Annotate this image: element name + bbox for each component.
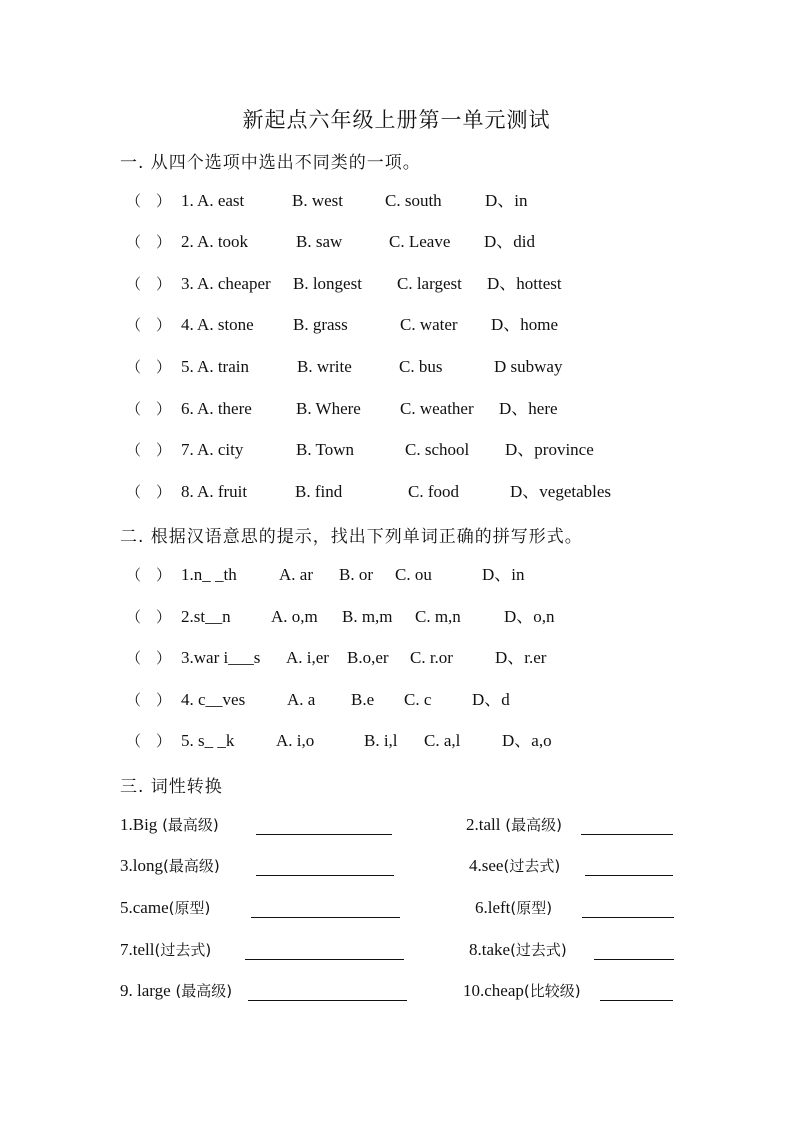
option-b: B. find [295, 482, 343, 501]
option-c: C. a,l [424, 731, 461, 750]
left-prompt [120, 853, 220, 879]
option-b: B. Where [296, 399, 361, 418]
part2-heading: 二. 根据汉语意思的提示，找出下列单词正确的拼写形式。 [120, 527, 583, 547]
part2-question-row [0, 645, 793, 671]
option-a: A. a [287, 690, 316, 709]
spelling-word: 4. c__ves [181, 690, 246, 709]
left-prompt [120, 895, 210, 921]
answer-blank[interactable] [248, 1000, 407, 1001]
left-hint: (最高级) [162, 857, 220, 875]
option-b: B. longest [293, 274, 362, 293]
spelling-word: 2.st__n [181, 607, 231, 626]
option-b: B. grass [293, 315, 348, 334]
part1-question-row [0, 396, 793, 422]
part1-question-row [0, 354, 793, 380]
right-word: 10.cheap [463, 981, 524, 1000]
left-word: 1.Big [120, 815, 158, 834]
option-c: C. weather [400, 399, 474, 418]
right-word: 4.see [469, 856, 504, 875]
part2-question-row [0, 562, 793, 588]
part1-question-row [0, 229, 793, 255]
option-a: 4. A. stone [181, 315, 254, 334]
part1-heading: 一. 从四个选项中选出不同类的一项。 [120, 153, 421, 173]
part2-question-row [0, 604, 793, 630]
right-word: 6.left [475, 898, 511, 917]
option-d: D、hottest [487, 274, 562, 293]
option-b: B. Town [296, 440, 355, 459]
spelling-word: 5. s_ _k [181, 731, 235, 750]
answer-bracket[interactable]: （ ） [126, 358, 172, 376]
part1-question-row [0, 479, 793, 505]
option-a: 1. A. east [181, 191, 245, 210]
left-hint: (原型) [168, 899, 211, 917]
option-d: D、d [472, 690, 510, 709]
left-prompt [120, 937, 211, 963]
answer-bracket[interactable]: （ ） [126, 732, 172, 750]
right-hint: (过去式) [503, 857, 561, 875]
option-c: C. r.or [410, 648, 453, 667]
right-word: 8.take [469, 940, 511, 959]
option-c: C. m,n [415, 607, 461, 626]
option-a: 6. A. there [181, 399, 252, 418]
part3-row [0, 937, 793, 963]
option-c: C. school [405, 440, 470, 459]
answer-bracket[interactable]: （ ） [126, 649, 172, 667]
answer-blank[interactable] [256, 875, 394, 876]
option-c: C. food [408, 482, 459, 501]
option-a: A. i,er [286, 648, 329, 667]
part2-question-row [0, 687, 793, 713]
option-b: B. west [292, 191, 343, 210]
right-prompt [469, 937, 567, 963]
part1-question-row [0, 188, 793, 214]
option-d: D、in [482, 565, 525, 584]
right-prompt [469, 853, 560, 879]
answer-blank[interactable] [256, 834, 392, 835]
option-c: C. largest [397, 274, 462, 293]
option-d: D、vegetables [510, 482, 612, 501]
answer-bracket[interactable]: （ ） [126, 441, 172, 459]
option-a: 7. A. city [181, 440, 244, 459]
option-d: D、o,n [504, 607, 555, 626]
left-word: 3.long [120, 856, 163, 875]
answer-bracket[interactable]: （ ） [126, 233, 172, 251]
left-word: 7.tell [120, 940, 155, 959]
option-b: B. or [339, 565, 373, 584]
option-a: A. i,o [276, 731, 315, 750]
left-hint: (最高级) [157, 816, 219, 834]
answer-blank[interactable] [582, 917, 674, 918]
right-prompt [463, 978, 581, 1004]
option-c: C. c [404, 690, 432, 709]
answer-blank[interactable] [594, 959, 674, 960]
option-d: D、did [484, 232, 535, 251]
part1-question-row [0, 312, 793, 338]
option-c: C. Leave [389, 232, 451, 251]
option-a: 3. A. cheaper [181, 274, 271, 293]
answer-blank[interactable] [600, 1000, 673, 1001]
answer-blank[interactable] [245, 959, 404, 960]
left-word: 9. large [120, 981, 171, 1000]
part1-question-row [0, 271, 793, 297]
page-title: 新起点六年级上册第一单元测试 [242, 108, 551, 132]
option-d: D、r.er [495, 648, 547, 667]
part3-row [0, 895, 793, 921]
right-hint: (比较级) [523, 982, 581, 1000]
spelling-word: 1.n_ _th [181, 565, 237, 584]
option-b: B. saw [296, 232, 343, 251]
option-c: C. south [385, 191, 442, 210]
answer-bracket[interactable]: （ ） [126, 608, 172, 626]
answer-bracket[interactable]: （ ） [126, 275, 172, 293]
option-d: D、here [499, 399, 558, 418]
option-b: B.o,er [347, 648, 389, 667]
part3-row [0, 853, 793, 879]
part3-row [0, 812, 793, 838]
option-a: 5. A. train [181, 357, 249, 376]
answer-blank[interactable] [251, 917, 400, 918]
answer-bracket[interactable]: （ ） [126, 316, 172, 334]
option-d: D、home [491, 315, 559, 334]
right-hint: (过去式) [510, 941, 567, 959]
option-b: B. i,l [364, 731, 398, 750]
option-c: C. bus [399, 357, 443, 376]
answer-bracket[interactable]: （ ） [126, 483, 172, 501]
answer-blank[interactable] [585, 875, 673, 876]
answer-bracket[interactable]: （ ） [126, 566, 172, 584]
part2-question-row [0, 728, 793, 754]
left-prompt [120, 978, 232, 1004]
option-a: A. ar [279, 565, 313, 584]
option-d: D、a,o [502, 731, 552, 750]
option-b: B.e [351, 690, 375, 709]
left-prompt [120, 812, 219, 838]
part3-row [0, 978, 793, 1004]
option-d: D、in [485, 191, 528, 210]
right-word: 2.tall [466, 815, 501, 834]
option-d: D subway [494, 357, 563, 376]
left-word: 5.came [120, 898, 169, 917]
part3-heading: 三. 词性转换 [120, 777, 223, 797]
option-a: A. o,m [271, 607, 318, 626]
option-a: 8. A. fruit [181, 482, 248, 501]
spelling-word: 3.war i___s [181, 648, 261, 667]
option-c: C. water [400, 315, 458, 334]
answer-blank[interactable] [581, 834, 673, 835]
option-b: B. m,m [342, 607, 393, 626]
option-d: D、province [505, 440, 594, 459]
right-hint: (最高级) [500, 816, 562, 834]
left-hint: (过去式) [154, 941, 212, 959]
right-prompt [475, 895, 552, 921]
right-prompt [466, 812, 562, 838]
option-a: 2. A. took [181, 232, 249, 251]
answer-bracket[interactable]: （ ） [126, 400, 172, 418]
option-c: C. ou [395, 565, 432, 584]
right-hint: (原型) [510, 899, 553, 917]
answer-bracket[interactable]: （ ） [126, 192, 172, 210]
answer-bracket[interactable]: （ ） [126, 691, 172, 709]
option-b: B. write [297, 357, 352, 376]
left-hint: (最高级) [170, 982, 233, 1000]
part1-question-row [0, 437, 793, 463]
